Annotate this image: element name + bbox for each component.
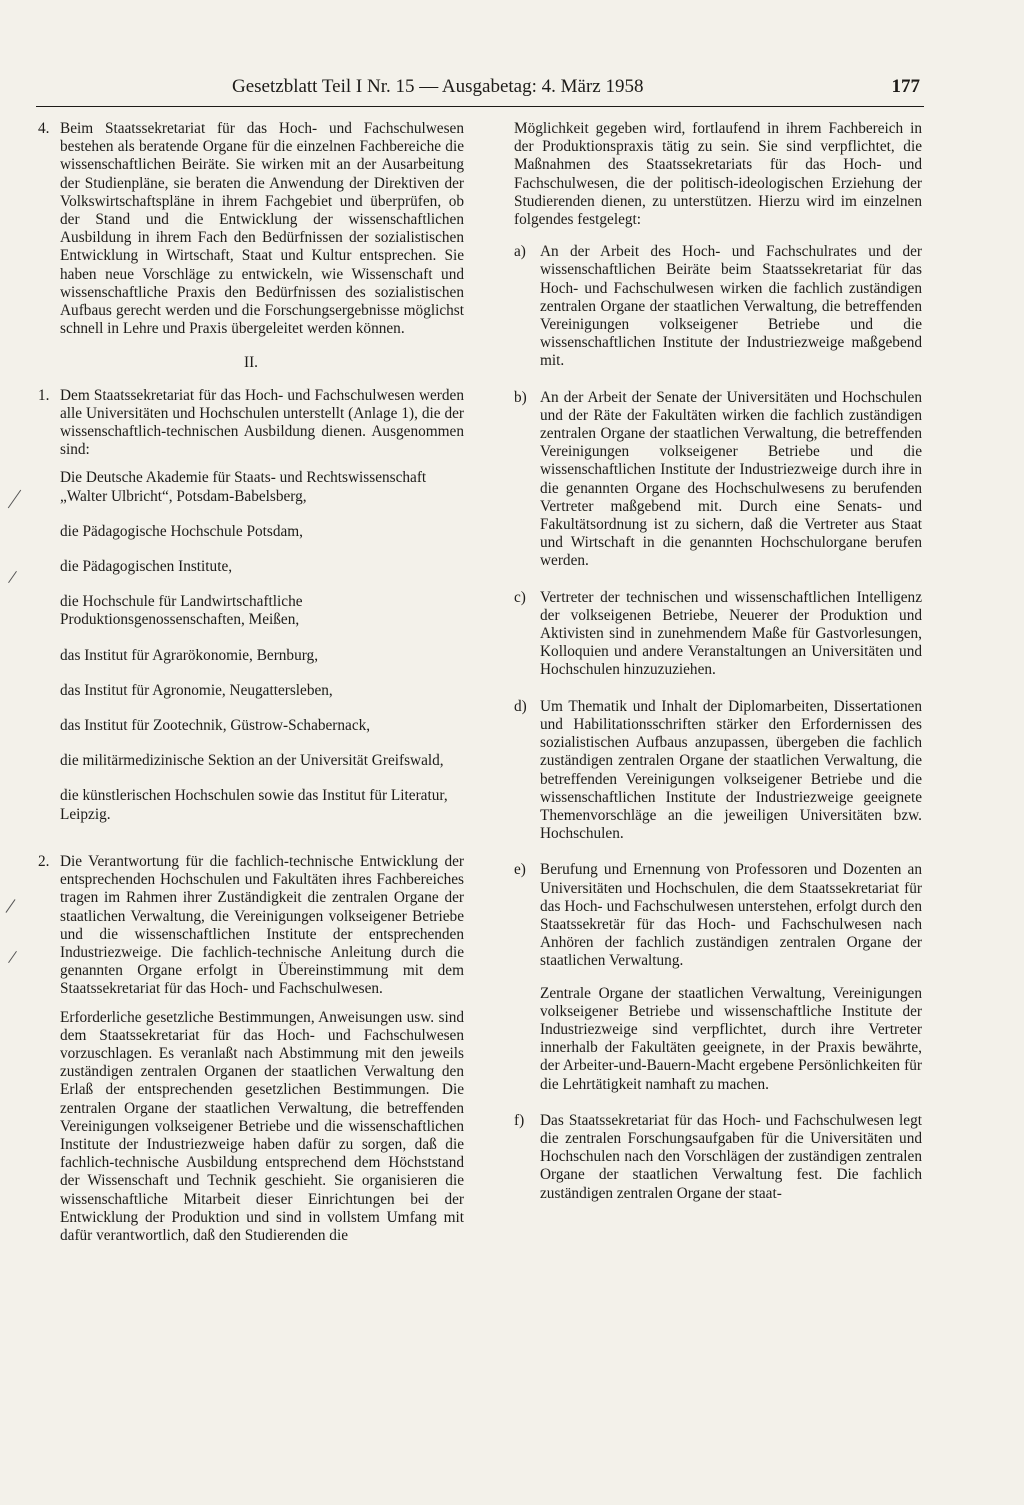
item-text: Zentrale Organe der staatlichen Verwaltung, Vereinigungen volkseigener Betriebe und wissenschaftliche Institute der Industriezweige sind verpflichtet, durch ihre Vertreter innerhalb der Fakultäten geeignete, in der Praxis bewährte, der Arbeiter-und-Bauern-Macht ergebene Persönlichkeiten für die Lehrtätigkeit namhaft zu machen. [540,984,922,1093]
section-heading: II. [243,354,258,372]
item-label: f) [514,1111,525,1129]
list-item: die Pädagogische Hochschule Potsdam, [60,522,304,540]
paragraph-text: Erforderliche gesetzliche Bestimmungen, Anweisungen usw. sind dem Staatssekretariat für das Hoch- und Fachschulwesen vorzuschlagen. Es veranlaßt nach Abstimmung mit den jeweils zuständigen zentralen Organen der staatlichen Verwaltung den Erlaß der entsprechenden gesetzlichen Bestimmungen. Die zentralen Organe der staatlichen Verwaltung, die betreffenden Vereinigungen volkseigener Betriebe und die wissenschaftlichen Institute der Industriezweige haben dafür zu sorgen, daß die fachlich-technische Ausbildung entsprechend dem Höchststand der Wissenschaft und Technik geschieht. Sie organisieren die wissenschaftliche Mitarbeit dieser Einrichtungen bei der Entwicklung der Produktion und sind in vollstem Umfang mit dafür verantwortlich, daß den Studierenden die [60,1008,464,1244]
item-text: An der Arbeit der Senate der Universitäten und Hochschulen und der Räte der Fakultäten wirken die fachlich zuständigen zentralen Organe der staatlichen Verwaltung, die betreffenden Vereinigungen volkseigener Betriebe und die wissenschaftlichen Institute der Industriezweige durch ihre in die genannten Organe des Hochschulwesens zu berufenden Vertreter maßgebend mit. Durch eine Senats- und Fakultätsordnung ist zu sichern, daß die Vertreter aus Staat und Wirtschaft in die genannten Hochschulorgane berufen werden. [540,388,922,570]
item-number: 2. [38,852,50,870]
paragraph-text: Beim Staatssekretariat für das Hoch- und Fachschulwesen bestehen als beratende Organe für die einzelnen Fachbereiche die wissenschaftlichen Beiräte. Sie wirken mit an der Ausarbeitung der Studienpläne, sie beraten die Anwendung der Direktiven der Volkswirtschaftspläne in ihrem Fachgebiet und überprüfen, ob der Stand und die Entwicklung der wissenschaftlichen Ausbildung in ihrem Fach den Bedürfnissen der sozialistischen Entwicklung in Wirtschaft, Staat und Kultur entsprechen. Sie haben neue Vorschläge zu entwickeln, wie Wissenschaft und wissenschaftliche Praxis den Bedürfnissen des sozialistischen Aufbaus gerecht werden und die Forschungsergebnisse möglichst schnell in Lehre und Praxis übergeleitet werden können. [60,120,464,338]
list-item: das Institut für Zootechnik, Güstrow-Schabernack, [60,717,371,735]
item-label: b) [514,388,527,406]
item-text: An der Arbeit des Hoch- und Fachschulrates und der wissenschaftlichen Beiräte beim Staatssekretariat für das Hoch- und Fachschulwesen wirken die fachlich zuständigen zentralen Organe der staatlichen Verwaltung, die betreffenden Vereinigungen volkseigener Betriebe und die wissenschaftlichen Institute der Industriezweige maßgebend mit. [540,243,922,370]
item-text: Um Thematik und Inhalt der Diplomarbeiten, Dissertationen und Habilitationsschriften stärker den Erfordernissen des sozialistischen Aufbaus anzupassen, übergeben die fachlich zuständigen zentralen Organe der staatlichen Verwaltung, die betreffenden Vereinigungen volkseigener Betriebe und die wissenschaftlichen Institute der Industriezweige geeignete Themenvorschläge an die jeweiligen Universitäten bzw. Hochschulen. [540,697,922,843]
list-item-a [514,243,922,370]
paragraph-text: Dem Staatssekretariat für das Hoch- und Fachschulwesen werden alle Universitäten und Hochschulen unterstellt (Anlage 1), die der wissenschaftlich-technischen Ausbildung dienen. Ausgenommen sind: [60,386,464,459]
item-number: 1. [38,386,50,404]
left-column [38,120,464,1257]
item-label: e) [514,861,526,879]
list-item: die Pädagogischen Institute, [60,558,233,576]
page-header [36,76,924,107]
item-text: Das Staatssekretariat für das Hoch- und Fachschulwesen legt die zentralen Forschungsaufgaben für die Universitäten und Hochschulen nach den Vorschlägen der zuständigen zentralen Organe der staatlichen Verwaltung fest. Die fachlich zuständigen zentralen Organe der staat- [540,1111,922,1202]
list-item-f [514,1112,922,1203]
item-text: Berufung und Ernennung von Professoren und Dozenten an Universitäten und Hochschulen, die dem Staatssekretariat für das Hoch- und Fachschulwesen unterstehen, erfolgt durch den Staatssekretär für das Hoch- und Fachschulwesen nach Anhören der fachlich zuständigen zentralen Organe der staatlichen Verwaltung. [540,861,922,970]
margin-mark [8,951,17,963]
list-item: Die Deutsche Akademie für Staats- und Rechtswissenschaft „Walter Ulbricht“, Potsdam-Babelsberg, [60,469,427,505]
margin-mark [6,899,16,913]
margin-mark [8,571,17,583]
list-item-b [514,389,922,571]
item-label: c) [514,588,526,606]
list-item: die künstlerischen Hochschulen sowie das Institut für Literatur, Leipzig. [60,787,448,823]
gazette-title: Gesetzblatt Teil I Nr. 15 — Ausgabetag: 4. März 1958 [232,76,644,97]
paragraph-4 [38,120,464,338]
paragraph-text: Die Verantwortung für die fachlich-technische Entwicklung der entsprechenden Hochschulen und Fakultäten ihres Fachbereiches tragen im Rahmen ihrer Zuständigkeit die zentralen Organe der staatlichen Verwaltung, die Vereinigungen volkseigener Betriebe und die wissenschaftlichen Institute der entsprechenden Industriezweige. Die fachlich-technische Anleitung durch die genannten Organe erfolgt in Übereinstimmung mit dem Staatssekretariat für das Hoch- und Fachschulwesen. [60,852,464,998]
list-item-d [514,698,922,844]
item-label: a) [514,243,526,261]
exempt-institutions-list [60,469,464,823]
paragraph-2 [38,853,464,1245]
list-item-c [514,589,922,680]
item-number: 4. [38,120,50,137]
list-item-e [514,861,922,1093]
right-column [514,120,922,1221]
item-label: d) [514,697,527,715]
page-number: 177 [891,76,920,97]
item-text: Vertreter der technischen und wissenschaftlichen Intelligenz der volkseigenen Betriebe, Neuerer der Produktion und Aktivisten sind in zunehmendem Maße für Gastvorlesungen, Kolloquien und andere Veranstaltungen an Universitäten und Hochschulen hinzuzuziehen. [540,588,922,679]
paragraph-text: Möglichkeit gegeben wird, fortlaufend in ihrem Fachbereich in der Produktionspraxis tätig zu sein. Sie sind verpflichtet, die Maßnahmen des Staatssekretariats für das Hoch- und Fachschulwesen, die der politisch-ideologischen Erziehung der Studierenden dienen, zu unterstützen. Hierzu wird im einzelnen folgendes festgelegt: [514,120,922,229]
paragraph-1 [38,387,464,841]
margin-mark [8,490,21,509]
list-item: die Hochschule für Landwirtschaftliche Produktionsgenossenschaften, Meißen, [60,593,303,629]
list-item: das Institut für Agronomie, Neugattersleben, [60,681,333,699]
list-item: die militärmedizinische Sektion an der Universität Greifswald, [60,752,444,770]
list-item: das Institut für Agrarökonomie, Bernburg, [60,646,319,664]
